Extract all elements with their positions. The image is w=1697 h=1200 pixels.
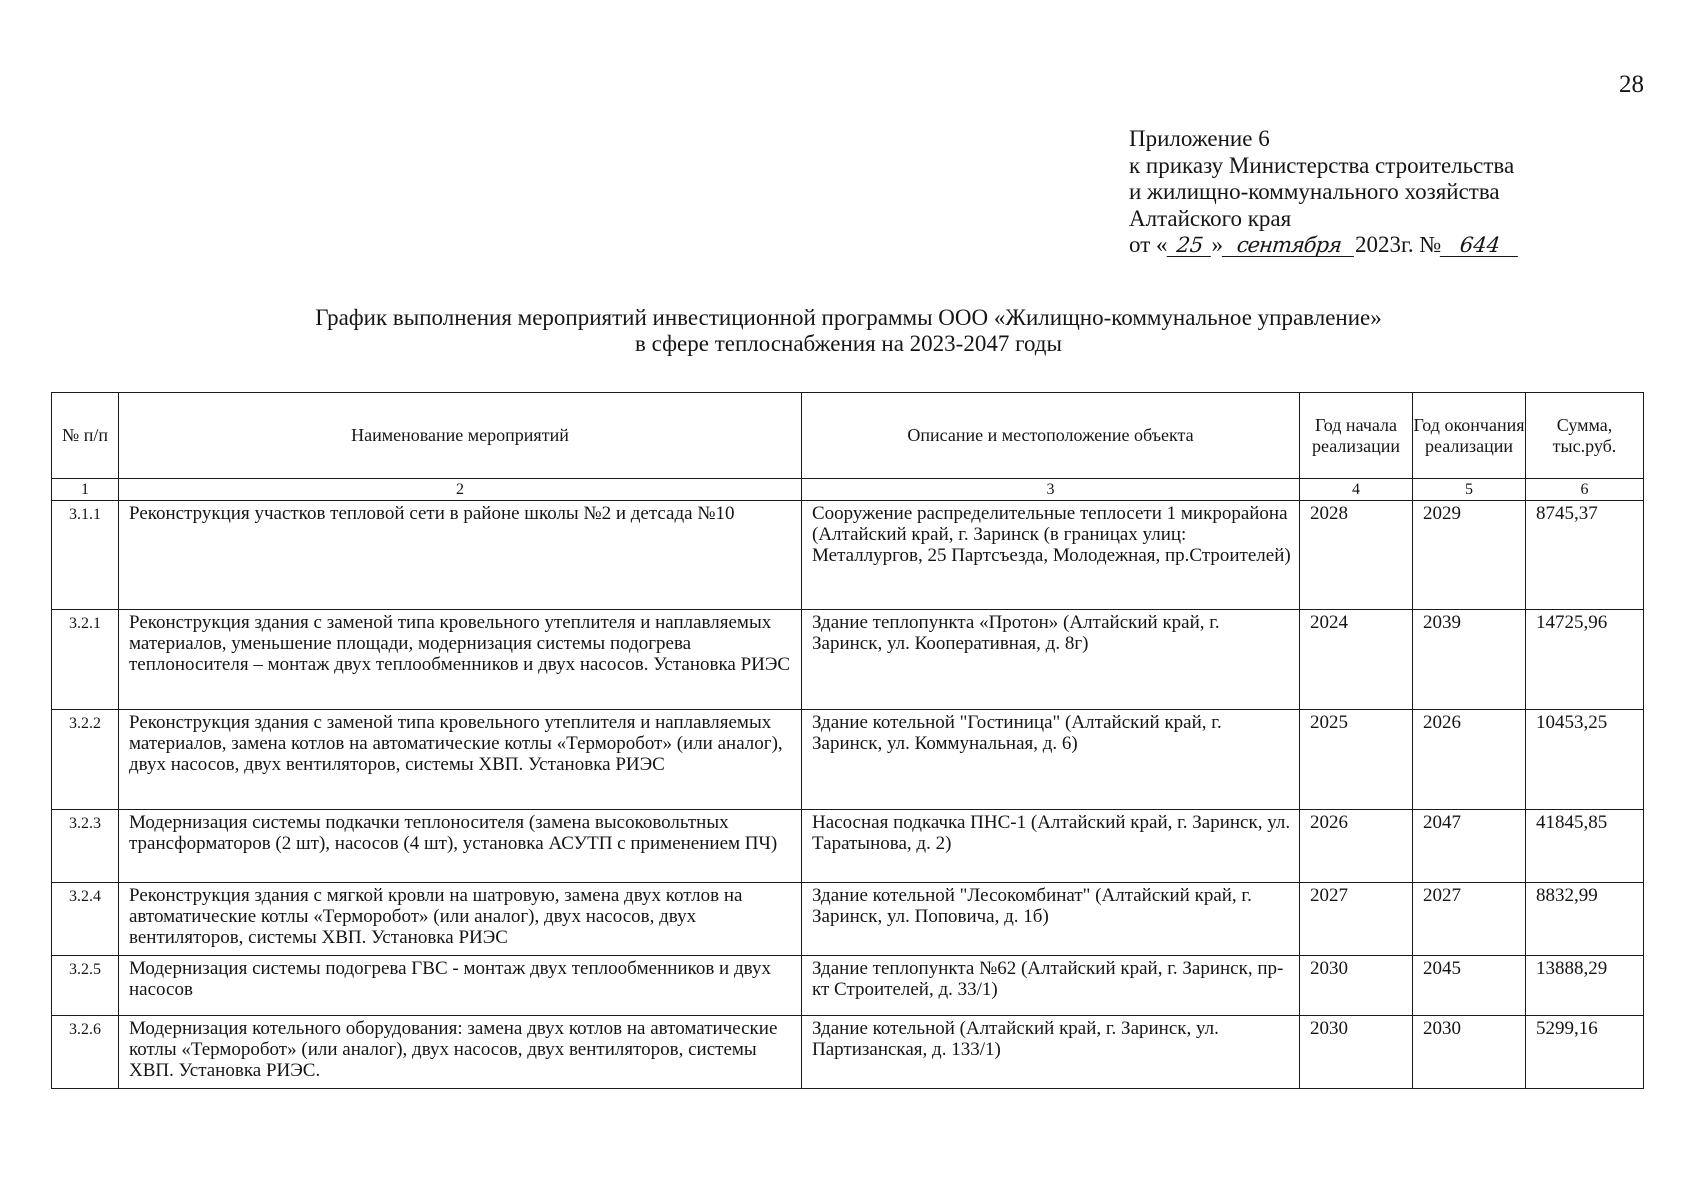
header-end-year: Год окончания реализации	[1413, 393, 1526, 479]
handwritten-day: 25	[1166, 234, 1212, 257]
page-number: 28	[1619, 71, 1644, 98]
amount: 5299,16	[1526, 1016, 1644, 1089]
row-number: 3.2.2	[52, 710, 119, 810]
table-row	[52, 710, 1644, 810]
amount: 14725,96	[1526, 610, 1644, 710]
end-year: 2047	[1413, 810, 1526, 883]
table-row	[52, 810, 1644, 883]
column-number: 4	[1300, 479, 1413, 501]
table-header-row	[52, 393, 1644, 479]
measure-name: Модернизация котельного оборудования: замена двух котлов на автоматические котлы «Терморобот» (или аналог), двух насосов, двух вентиляторов, системы ХВП. Установка РИЭС.	[119, 1016, 802, 1089]
end-year: 2045	[1413, 956, 1526, 1016]
date-quote-close: »	[1211, 232, 1223, 257]
schedule-table	[51, 392, 1644, 1089]
handwritten-order-number: 644	[1440, 234, 1520, 257]
start-year: 2024	[1300, 610, 1413, 710]
object-description: Здание котельной "Гостиница" (Алтайский край, г. Заринск, ул. Коммунальная, д. 6)	[802, 710, 1300, 810]
row-number: 3.2.1	[52, 610, 119, 710]
measure-name: Модернизация системы подогрева ГВС - монтаж двух теплообменников и двух насосов	[119, 956, 802, 1016]
handwritten-month: сентября	[1222, 234, 1356, 257]
column-number: 5	[1413, 479, 1526, 501]
table-row	[52, 956, 1644, 1016]
amount: 8832,99	[1526, 883, 1644, 956]
start-year: 2030	[1300, 1016, 1413, 1089]
amount: 41845,85	[1526, 810, 1644, 883]
document-title-line1: График выполнения мероприятий инвестиционной программы ООО «Жилищно-коммунальное управление»	[315, 305, 1382, 330]
column-number: 6	[1526, 479, 1644, 501]
header-name: Наименование мероприятий	[119, 393, 802, 479]
appendix-title: Приложение 6	[1129, 126, 1270, 151]
column-number: 3	[802, 479, 1300, 501]
header-num: № п/п	[52, 393, 119, 479]
table-row	[52, 1016, 1644, 1089]
measure-name: Модернизация системы подкачки теплоносителя (замена высоковольтных трансформаторов (2 шт), насосов (4 шт), установка АСУТП с применением ПЧ)	[119, 810, 802, 883]
object-description: Насосная подкачка ПНС-1 (Алтайский край, г. Заринск, ул. Таратынова, д. 2)	[802, 810, 1300, 883]
object-description: Здание котельной "Лесокомбинат" (Алтайский край, г. Заринск, ул. Поповича, д. 1б)	[802, 883, 1300, 956]
object-description: Здание котельной (Алтайский край, г. Заринск, ул. Партизанская, д. 133/1)	[802, 1016, 1300, 1089]
start-year: 2025	[1300, 710, 1413, 810]
end-year: 2026	[1413, 710, 1526, 810]
document-title-line2: в сфере теплоснабжения на 2023-2047 годы	[635, 331, 1062, 356]
amount: 13888,29	[1526, 956, 1644, 1016]
appendix-block	[1129, 126, 1599, 259]
column-number: 1	[52, 479, 119, 501]
table-row	[52, 610, 1644, 710]
row-number: 3.1.1	[52, 501, 119, 610]
end-year: 2039	[1413, 610, 1526, 710]
amount: 10453,25	[1526, 710, 1644, 810]
start-year: 2027	[1300, 883, 1413, 956]
start-year: 2026	[1300, 810, 1413, 883]
appendix-order-ref: к приказу Министерства строительства	[1129, 152, 1515, 178]
measure-name: Реконструкция здания с заменой типа кровельного утеплителя и наплавляемых материалов, замена котлов на автоматические котлы «Терморобот» (или аналог), двух насосов, двух вентиляторов, системы ХВП. Установка РИЭС	[119, 710, 802, 810]
document-title	[0, 305, 1697, 357]
row-number: 3.2.5	[52, 956, 119, 1016]
appendix-date-line	[1129, 232, 1599, 259]
row-number: 3.2.4	[52, 883, 119, 956]
start-year: 2028	[1300, 501, 1413, 610]
object-description: Здание теплопункта №62 (Алтайский край, г. Заринск, пр-кт Строителей, д. 33/1)	[802, 956, 1300, 1016]
date-year: 2023г. №	[1355, 232, 1442, 257]
end-year: 2029	[1413, 501, 1526, 610]
end-year: 2030	[1413, 1016, 1526, 1089]
column-number: 2	[119, 479, 802, 501]
measure-name: Реконструкция участков тепловой сети в районе школы №2 и детсада №10	[119, 501, 802, 610]
start-year: 2030	[1300, 956, 1413, 1016]
measure-name: Реконструкция здания с заменой типа кровельного утеплителя и наплавляемых материалов, уменьшение площади, модернизация системы подогрева теплоносителя – монтаж двух теплообменников и двух насосов. Установка РИЭС	[119, 610, 802, 710]
object-description: Сооружение распределительные теплосети 1 микрорайона (Алтайский край, г. Заринск (в границах улиц: Металлургов, 25 Партсъезда, Молодежная, пр.Строителей)	[802, 501, 1300, 610]
date-prefix: от «	[1129, 232, 1168, 257]
row-number: 3.2.3	[52, 810, 119, 883]
table-row	[52, 883, 1644, 956]
amount: 8745,37	[1526, 501, 1644, 610]
header-start-year: Год начала реализации	[1300, 393, 1413, 479]
header-desc: Описание и местоположение объекта	[802, 393, 1300, 479]
row-number: 3.2.6	[52, 1016, 119, 1089]
end-year: 2027	[1413, 883, 1526, 956]
table-row	[52, 501, 1644, 610]
header-sum: Сумма, тыс.руб.	[1526, 393, 1644, 479]
appendix-ministry: и жилищно-коммунального хозяйства	[1129, 179, 1500, 204]
column-number-row	[52, 479, 1644, 501]
measure-name: Реконструкция здания с мягкой кровли на шатровую, замена двух котлов на автоматические котлы «Терморобот» (или аналог), двух насосов, двух вентиляторов, системы ХВП. Установка РИЭС	[119, 883, 802, 956]
object-description: Здание теплопункта «Протон» (Алтайский край, г. Заринск, ул. Кооперативная, д. 8г)	[802, 610, 1300, 710]
appendix-region: Алтайского края	[1129, 205, 1292, 231]
